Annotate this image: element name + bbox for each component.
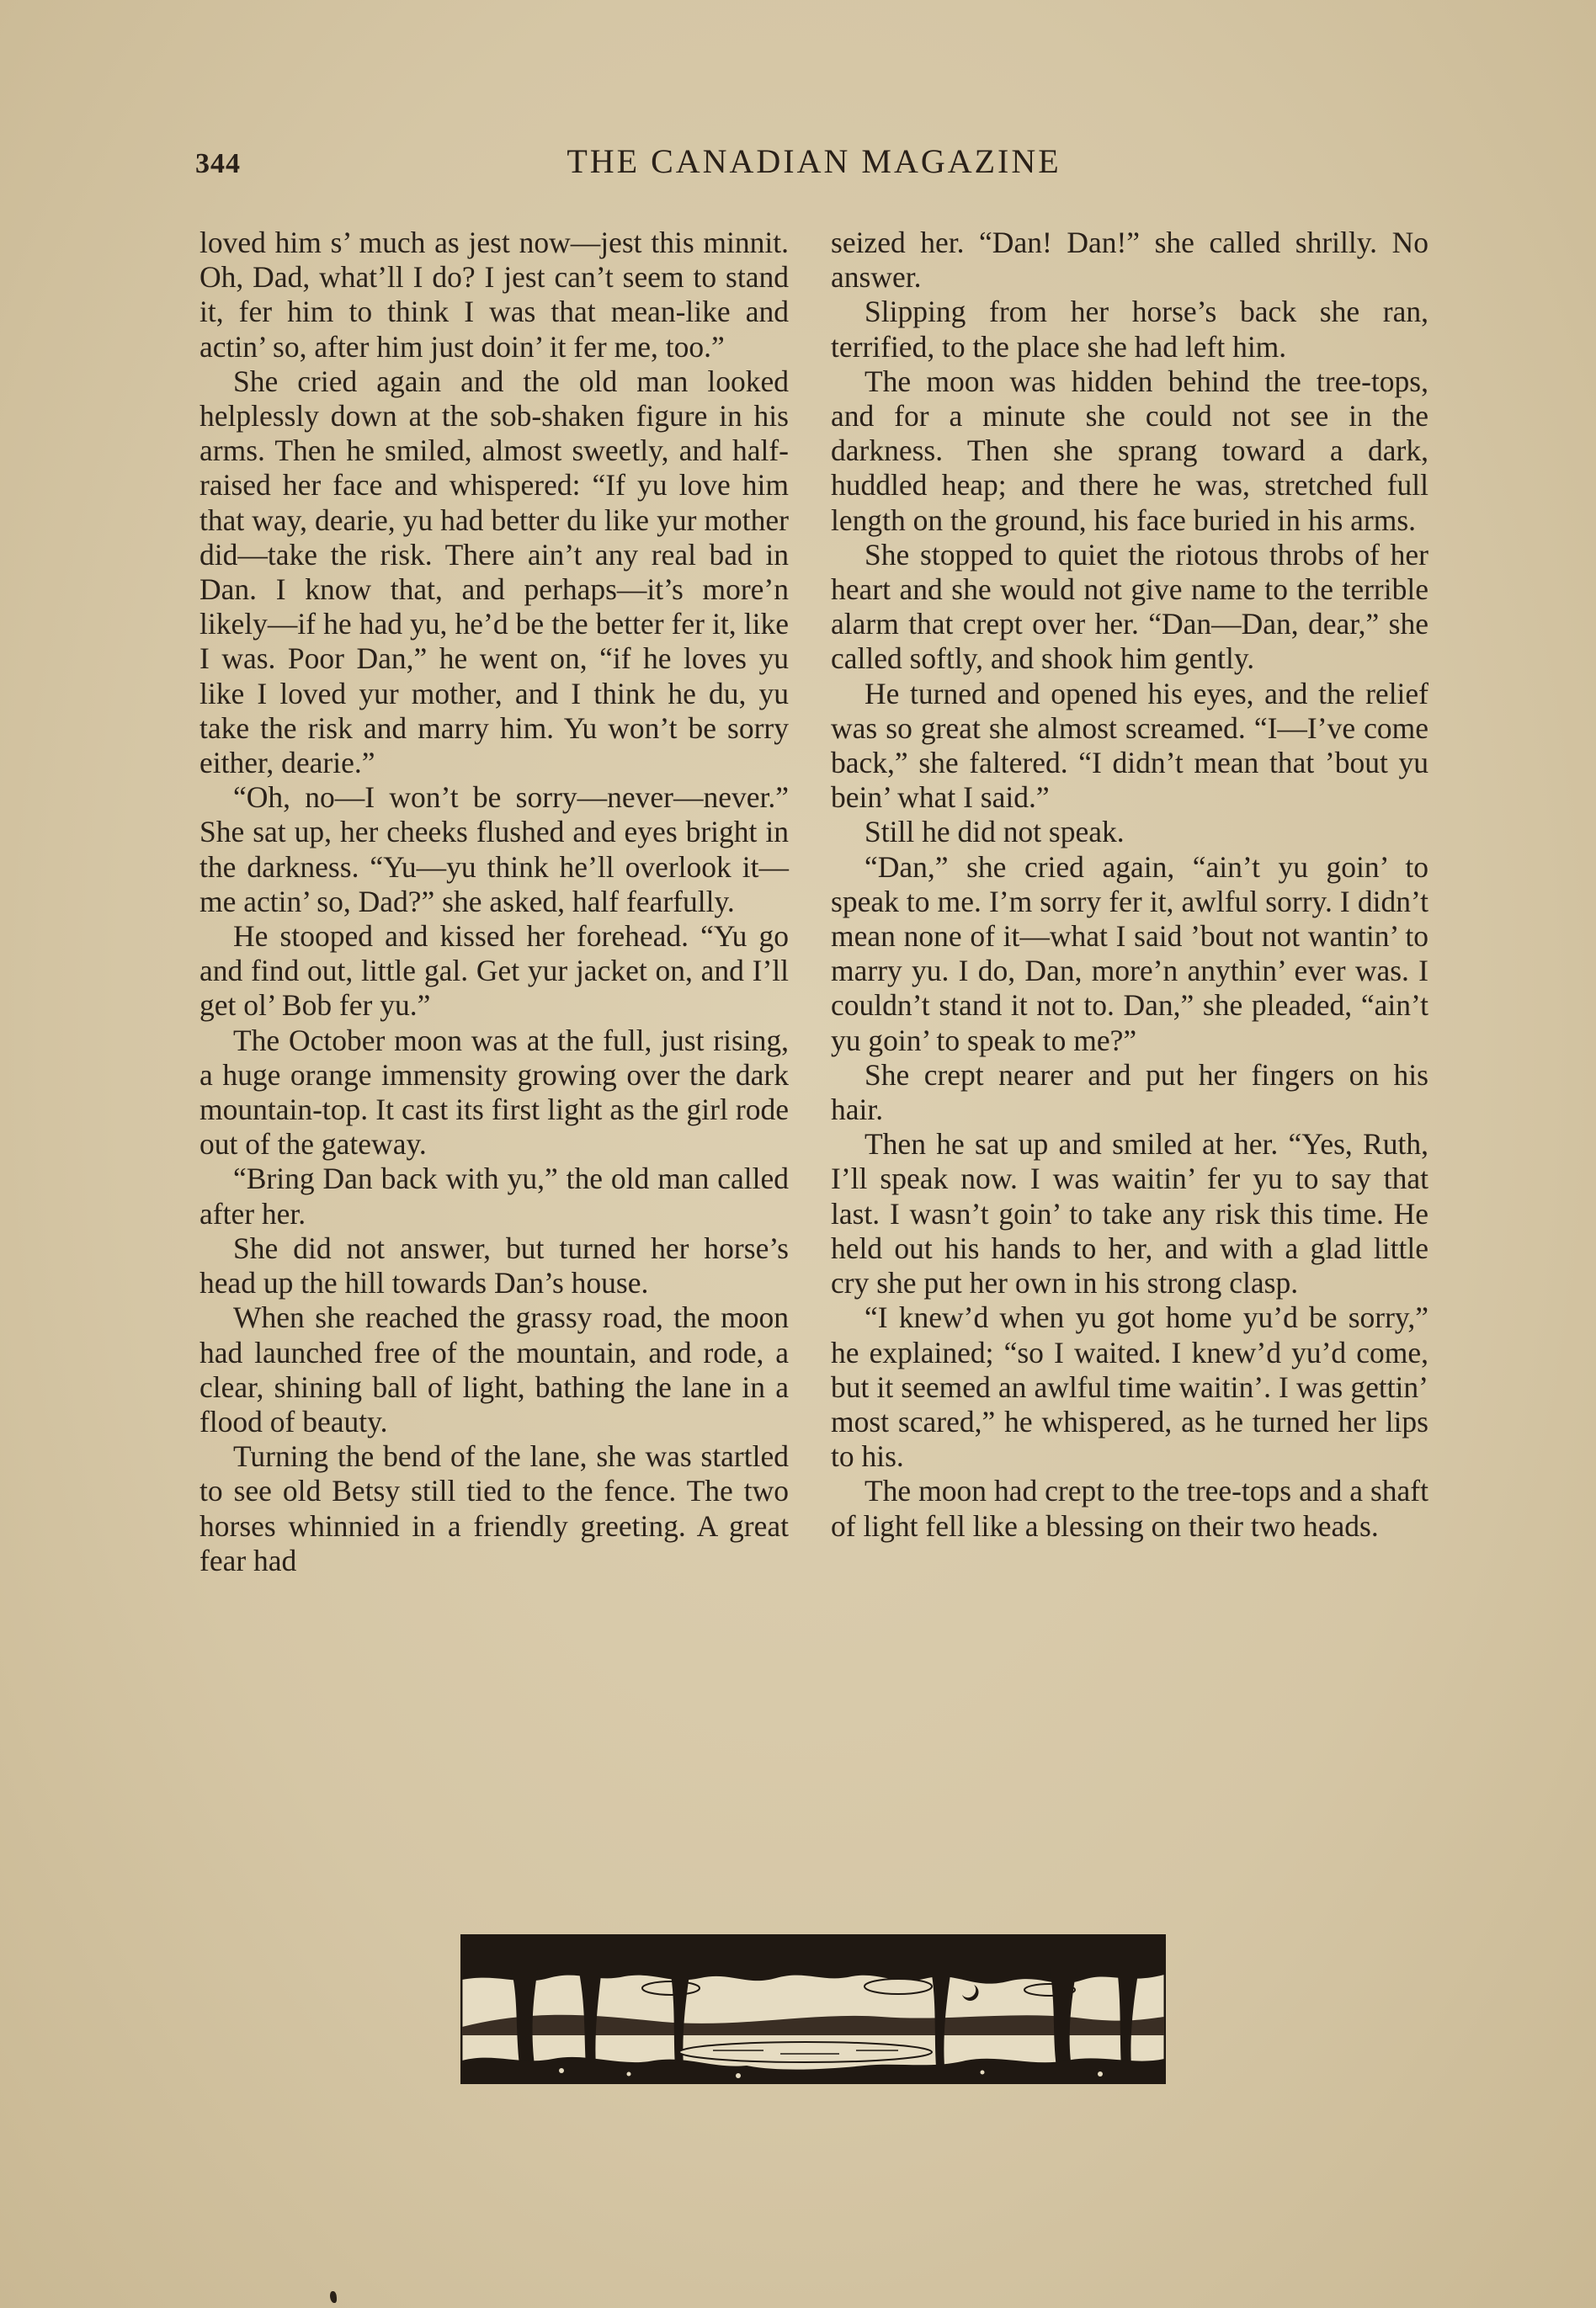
paragraph: He stooped and kissed her forehead. “Yu go and find out, little gal. Get yur jacket on, and I’ll get ol’ Bob fer yu.” xyxy=(200,919,789,1023)
paragraph: The October moon was at the full, just rising, a huge orange immensity growing over the dark mountain-top. It cast its first light as the girl rode out of the gateway. xyxy=(200,1023,789,1162)
woodland-vignette-icon xyxy=(460,1934,1166,2084)
paragraph: Turning the bend of the lane, she was startled to see old Betsy still tied to the fence. The two horses whinnied in a friendly greeting. A great fear had xyxy=(200,1439,789,1577)
left-column xyxy=(200,226,789,1578)
paragraph: “Bring Dan back with yu,” the old man called after her. xyxy=(200,1162,789,1231)
paragraph: She cried again and the old man looked helplessly down at the sob-shaken figure in his arms. Then he smiled, almost sweetly, and half-raised her face and whispered: “If yu love him that way, dearie, yu had better du like yur mother did—take the risk. There ain’t any real bad in Dan. I know that, and perhaps—it’s more’n likely—if he had yu, he’d be the better fer it, like I was. Poor Dan,” he went on, “if he loves yu like I loved yur mother, and I think he du, yu take the risk and marry him. Yu won’t be sorry either, dearie.” xyxy=(200,364,789,780)
paragraph: She did not answer, but turned her horse’s head up the hill towards Dan’s house. xyxy=(200,1231,789,1300)
right-column xyxy=(831,226,1428,1544)
paragraph: “Oh, no—I won’t be sorry—never—never.” She sat up, her cheeks flushed and eyes bright in the darkness. “Yu—yu think he’ll overlook it—me actin’ so, Dad?” she asked, half fearfully. xyxy=(200,780,789,918)
paragraph: loved him s’ much as jest now—jest this minnit. Oh, Dad, what’ll I do? I jest can’t seem to stand it, fer him to think I was that mean-like and actin’ so, after him just doin’ it fer me, too.” xyxy=(200,226,789,364)
ink-spot xyxy=(330,2291,337,2303)
running-title: THE CANADIAN MAGAZINE xyxy=(567,142,1061,180)
paragraph: The moon was hidden behind the tree-tops, and for a minute she could not see in the darkness. Then she sprang toward a dark, huddled heap; and there he was, stretched full length on the ground, his face buried in his arms. xyxy=(831,364,1428,537)
paragraph: He turned and opened his eyes, and the relief was so great she almost screamed. “I—I’ve come back,” she faltered. “I didn’t mean that ’bout yu bein’ what I said.” xyxy=(831,676,1428,815)
paragraph: Slipping from her horse’s back she ran, terrified, to the place she had left him. xyxy=(831,295,1428,364)
paragraph: The moon had crept to the tree-tops and a shaft of light fell like a blessing on their two heads. xyxy=(831,1474,1428,1543)
paragraph: “Dan,” she cried again, “ain’t yu goin’ to speak to me. I’m sorry fer it, awlful sorry. I didn’t mean none of it—what I said ’bout not wantin’ to marry yu. I do, Dan, more’n anythin’ ever was. I couldn’t stand it not to. Dan,” she pleaded, “ain’t yu goin’ to speak to me?” xyxy=(831,849,1428,1057)
paragraph: Then he sat up and smiled at her. “Yes, Ruth, I’ll speak now. I was waitin’ fer yu to say that last. I wasn’t goin’ to take any risk this time. He held out his hands to her, and with a glad little cry she put her own in his strong clasp. xyxy=(831,1127,1428,1300)
paragraph: “I knew’d when yu got home yu’d be sorry,” he explained; “so I waited. I knew’d yu’d come, but it seemed an awlful time waitin’. I was gettin’ most scared,” he whispered, as he turned her lips to his. xyxy=(831,1300,1428,1474)
paragraph: Still he did not speak. xyxy=(864,815,1125,849)
page-number: 344 xyxy=(195,148,241,179)
paragraph: She crept nearer and put her fingers on his hair. xyxy=(831,1057,1428,1127)
page-header xyxy=(195,141,1433,200)
paragraph: When she reached the grassy road, the moon had launched free of the mountain, and rode, a clear, shining ball of light, bathing the lane in a flood of beauty. xyxy=(200,1300,789,1439)
paragraph: seized her. “Dan! Dan!” she called shrilly. No answer. xyxy=(831,226,1428,295)
paragraph: She stopped to quiet the riotous throbs of her heart and she would not give name to the terrible alarm that crept over her. “Dan—Dan, dear,” she called softly, and shook him gently. xyxy=(831,537,1428,676)
